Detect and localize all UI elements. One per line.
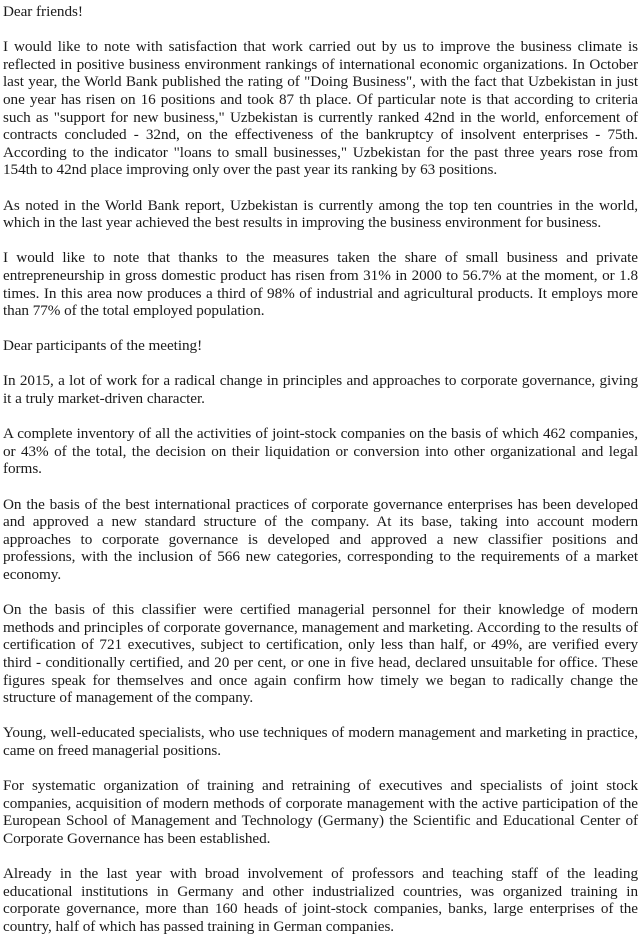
document-page <box>0 3 641 935</box>
paragraph-certification-results: On the basis of this classifier were certified managerial personnel for their knowledge of modern methods and principles of corporate governance, management and marketing. According to the results of certification of 721 executives, subject to certification, only less than half, or 49%, are verified every third - conditionally certified, and 20 per cent, or one in five head, declared unsuitable for office. These figures speak for themselves and once again confirm how timely we began to radically change the structure of management of the company. <box>3 601 638 707</box>
paragraph-joint-stock-inventory: A complete inventory of all the activities of joint-stock companies on the basis of which 462 companies, or 43% of the total, the decision on their liquidation or conversion into other organizational and legal forms. <box>3 425 638 478</box>
paragraph-corporate-governance-2015: In 2015, a lot of work for a radical change in principles and approaches to corporate governance, giving it a truly market-driven character. <box>3 372 638 408</box>
greeting-dear-participants: Dear participants of the meeting! <box>3 337 203 355</box>
paragraph-young-specialists: Young, well-educated specialists, who use techniques of modern management and marketing in practice, came on freed managerial positions. <box>3 724 638 759</box>
greeting-dear-friends: Dear friends! <box>3 3 83 20</box>
paragraph-training-center: For systematic organization of training and retraining of executives and specialists of joint stock companies, acquisition of modern methods of corporate management with the active participation of the European School of Management and Technology (Germany) the Scientific and Educational Center of Corporate Governance has been established. <box>3 777 638 847</box>
paragraph-small-business-share: I would like to note that thanks to the measures taken the share of small business and private entrepreneurship in gross domestic product has risen from 31% in 2000 to 56.7% at the moment, or 1.8 times. In this area now produces a third of 98% of industrial and agricultural products. It employs more than 77% of the total employed population. <box>3 249 638 320</box>
paragraph-standard-structure: On the basis of the best international practices of corporate governance enterprises has been developed and approved a new standard structure of the company. At its base, taking into account modern approaches to corporate governance is developed and approved a new classifier positions and professions, with the inclusion of 566 new categories, corresponding to the requirements of a market economy. <box>3 495 638 583</box>
paragraph-germany-training: Already in the last year with broad involvement of professors and teaching staff of the leading educational institutions in Germany and other industrialized countries, was organized training in corporate governance, more than 160 heads of joint-stock companies, banks, large enterprises of the country, half of which has passed training in German companies. <box>3 865 638 935</box>
paragraph-doing-business-ranking: I would like to note with satisfaction that work carried out by us to improve the business climate is reflected in positive business environment rankings of international economic organizations. In October last year, the World Bank published the rating of "Doing Business", with the fact that Uzbekistan in just one year has risen on 16 positions and took 87 th place. Of particular note is that according to criteria such as "support for new business," Uzbekistan is currently ranked 42nd in the world, enforcement of contracts concluded - 32nd, on the effectiveness of the bankruptcy of insolvent enterprises - 75th. According to the indicator "loans to small businesses," Uzbekistan for the past three years rose from 154th to 42nd place improving only over the past year its ranking by 63 positions. <box>3 38 638 179</box>
paragraph-world-bank-top-ten: As noted in the World Bank report, Uzbekistan is currently among the top ten countries in the world, which in the last year achieved the best results in improving the business environment for business. <box>3 196 638 232</box>
